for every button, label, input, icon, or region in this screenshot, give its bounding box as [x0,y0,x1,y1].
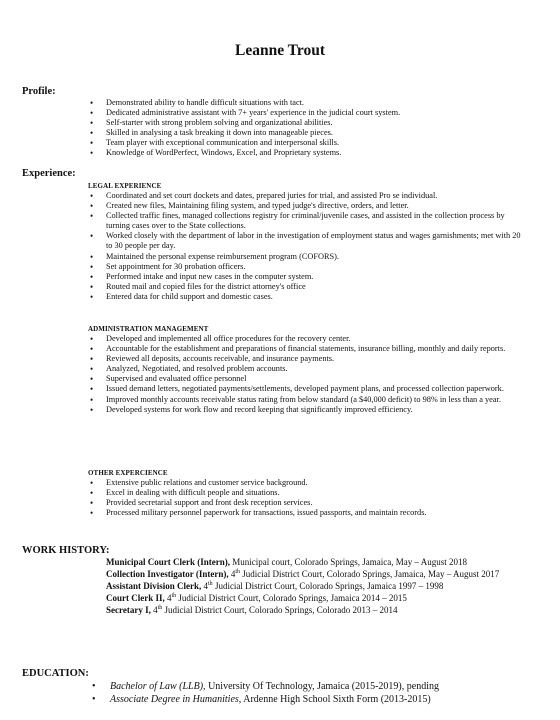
job-title: Secretary I, [106,605,151,615]
work-history-entry [106,604,546,616]
admin-item: • Issued demand letters, negotiated payments/settlements, developed payment plans, and processed collection paperwork. [88,384,528,394]
job-detail: 4 [201,581,209,591]
admin-item: • Supervised and evaluated office personnel [88,374,528,384]
admin-heading: ADMINISTRATION MANAGEMENT [88,325,209,333]
profile-item: • Team player with exceptional communication and interpersonal skills. [88,138,528,148]
section-education-label: EDUCATION: [22,668,89,679]
profile-list [88,98,528,159]
education-bullets [90,680,530,706]
legal-experience-item: • Set appointment for 30 probation officers. [88,262,528,272]
admin-bullets [88,334,528,415]
legal-bullets [88,191,528,302]
institution: Ardenne High School Sixth Form (2013-2015) [241,694,431,705]
ordinal-suffix: th [235,569,240,575]
institution: University Of Technology, Jamaica (2015-2019), pending [205,681,439,692]
other-bullets [88,478,528,518]
other-heading: OTHER EXPERCIENCE [88,469,168,477]
ordinal-suffix: th [157,605,163,611]
job-detail-rest: Judicial District Court, Colorado Springs, Jamaica, May – August 2017 [240,569,500,579]
job-detail-rest: Judicial District Court, Colorado Springs, Colorado 2013 – 2014 [162,605,398,615]
admin-item: • Reviewed all deposits, accounts receivable, and insurance payments. [88,354,528,364]
job-detail-rest: Judicial District Court, Colorado Springs, Jamaica 2014 – 2015 [176,593,407,603]
section-experience-label: Experience: [22,168,76,179]
legal-experience-item: • Performed intake and input new cases in the computer system. [88,272,528,282]
profile-item: • Self-starter with strong problem solving and organizational abilities. [88,118,528,128]
admin-item: • Developed systems for work flow and record keeping that significantly improved efficiency. [88,405,528,415]
section-work-history-label: WORK HISTORY: [22,545,110,556]
admin-item: • Accountable for the establishment and preparations of financial statements, insurance billing, monthly and daily reports. [88,344,528,354]
job-title: Court Clerk II, [106,593,165,603]
legal-experience-item: • Routed mail and copied files for the district attorney's office [88,282,528,292]
job-detail: 4 [228,569,236,579]
legal-experience-item: • Created new files, Maintaining filing system, and typed judge's directive, orders, and letter. [88,201,528,211]
legal-experience-item: • Maintained the personal expense reimbursement program (COFORS). [88,252,528,262]
admin-item: • Analyzed, Negotiated, and resolved problem accounts. [88,364,528,374]
legal-experience-item: • Coordinated and set court dockets and dates, prepared juries for trial, and assisted Pro se individual. [88,191,528,201]
education-item [90,693,530,706]
education-list [90,680,530,706]
other-experience-item: • Extensive public relations and customer service background. [88,478,528,488]
legal-experience-item: • Entered data for child support and domestic cases. [88,292,528,302]
profile-item: • Knowledge of WordPerfect, Windows, Excel, and Proprietary systems. [88,148,528,158]
candidate-name: Leanne Trout [234,42,325,59]
education-item [90,680,530,693]
legal-experience-heading: LEGAL EXPERIENCE [88,182,162,190]
profile-bullets [88,98,528,159]
work-history-list [106,556,546,616]
work-history-entry [106,556,546,568]
job-detail: 4 [150,605,158,615]
other-experience-item: • Provided secretarial support and front desk reception services. [88,498,528,508]
admin-item: • Improved monthly accounts receivable status rating from below standard (a $40,000 deficit) to 98% in less than a year. [88,395,528,405]
admin-item: • Developed and implemented all office procedures for the recovery center. [88,334,528,344]
job-detail: 4 [164,593,172,603]
profile-item: • Skilled in analysing a task breaking it down into manageable pieces. [88,128,528,138]
work-history-entry [106,580,546,592]
job-detail-rest: Judicial District Court, Colorado Springs, Jamaica 1997 – 1998 [212,581,444,591]
legal-experience-item: • Worked closely with the department of labor in the investigation of employment status and wages garnishments; met with 20 to 30 people per day. [88,231,528,251]
job-title: Assistant Division Clerk, [106,581,202,591]
job-detail: Municipal court, Colorado Springs, Jamaica, May – August 2018 [230,557,467,567]
other-experience-item: • Excel in dealing with difficult people and situations. [88,488,528,498]
legal-experience-item: • Collected traffic fines, managed collections registry for criminal/juvenile cases, and assisted in the collection process by turning cases over to the State collections. [88,211,528,231]
job-title: Municipal Court Clerk (Intern), [106,557,230,567]
ordinal-suffix: th [208,581,213,587]
administration-management [88,325,528,415]
work-history-entry [106,592,546,604]
degree-name: Associate Degree in Humanities, [110,694,242,705]
ordinal-suffix: th [171,593,177,599]
legal-experience [88,182,528,302]
other-experience [88,469,528,518]
other-experience-item: • Processed military personnel paperwork for transactions, issued passports, and maintain records. [88,508,528,518]
degree-name: Bachelor of Law (LLB), [110,681,206,692]
section-profile-label: Profile: [22,86,56,97]
profile-item: • Dedicated administrative assistant with 7+ years' experience in the judicial court system. [88,108,528,118]
job-title: Collection Investigator (Intern), [106,569,229,579]
work-history-entry [106,568,546,580]
profile-item: • Demonstrated ability to handle difficult situations with tact. [88,98,528,108]
